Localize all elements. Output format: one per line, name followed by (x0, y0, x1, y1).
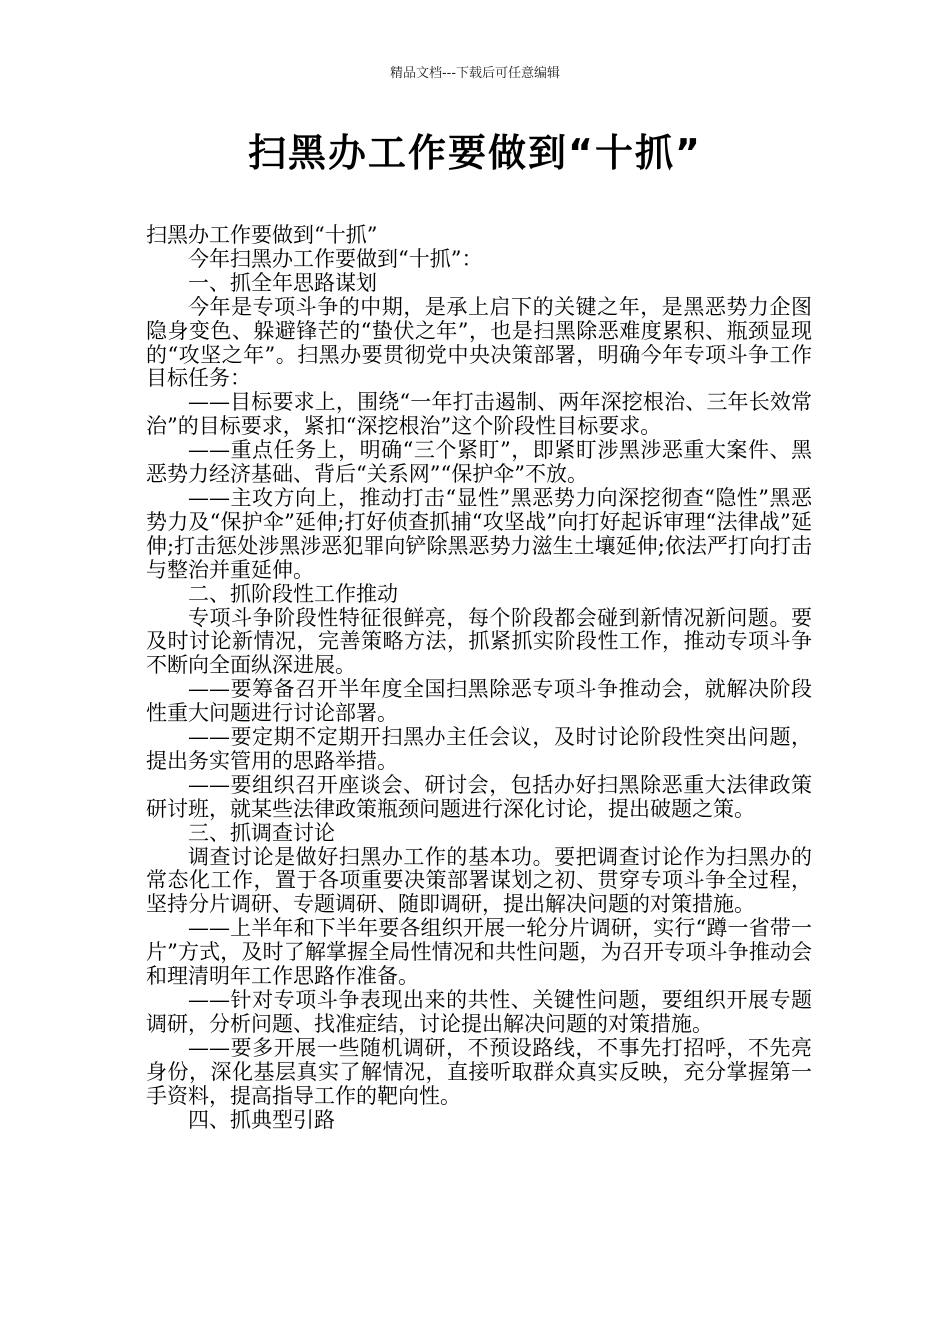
paragraph: 调查讨论是做好扫黑办工作的基本功。要把调查讨论作为扫黑办的常态化工作，置于各项重要决策部署谋划之初、贯穿专项斗争全过程，坚持分片调研、专题调研、随即调研，提出解决问题的对策措施。 (146, 844, 812, 917)
paragraph: ——主攻方向上，推动打击“显性”黑恶势力向深挖彻查“隐性”黑恶势力及“保护伞”延伸;打好侦查抓捕“攻坚战”向打好起诉审理“法律战”延伸;打击惩处涉黑涉恶犯罪向铲除黑恶势力滋生土壤延伸;依法严打向打击与整治并重延伸。 (146, 485, 812, 582)
header-note: 精品文档---下载后可任意编辑 (389, 66, 561, 81)
paragraph: ——上半年和下半年要各组织开展一轮分片调研，实行“蹲一省带一片”方式，及时了解掌握全局性情况和共性问题，为召开专项斗争推动会和理清明年工作思路作准备。 (146, 916, 812, 989)
paragraph: ——要定期不定期开扫黑办主任会议，及时讨论阶段性突出问题，提出务实管用的思路举措。 (146, 725, 812, 773)
paragraph: 四、抓典型引路 (188, 1107, 335, 1132)
paragraph: 今年扫黑办工作要做到“十抓”： (188, 246, 483, 271)
paragraph: 二、抓阶段性工作推动 (188, 581, 398, 606)
paragraph: ——要多开展一些随机调研，不预设路线，不事先打招呼，不先亮身份，深化基层真实了解情况，直接听取群众真实反映，充分掌握第一手资料，提高指导工作的靶向性。 (146, 1035, 812, 1108)
paragraph: ——针对专项斗争表现出来的共性、关键性问题，要组织开展专题调研，分析问题、找准症结，讨论提出解决问题的对策措施。 (146, 988, 812, 1036)
paragraph: ——要筹备召开半年度全国扫黑除恶专项斗争推动会，就解决阶段性重大问题进行讨论部署。 (146, 677, 812, 726)
document-body (146, 224, 812, 1132)
paragraph: 扫黑办工作要做到“十抓” (146, 223, 378, 247)
paragraph: 三、抓调查讨论 (188, 820, 335, 845)
document-title: 扫黑办工作要做到“十抓” (248, 131, 702, 175)
paragraph: ——要组织召开座谈会、研讨会，包括办好扫黑除恶重大法律政策研讨班，就某些法律政策瓶颈问题进行深化讨论，提出破题之策。 (146, 772, 812, 821)
paragraph: 今年是专项斗争的中期，是承上启下的关键之年，是黑恶势力企图隐身变色、躲避锋芒的“蛰伏之年”，也是扫黑除恶难度累积、瓶颈显现的“攻坚之年”。扫黑办要贯彻党中央决策部署，明确今年专项斗争工作目标任务： (146, 294, 812, 391)
paragraph: ——目标要求上，围绕“一年打击遏制、两年深挖根治、三年长效常治”的目标要求，紧扣“深挖根治”这个阶段性目标要求。 (146, 390, 812, 439)
paragraph: 一、抓全年思路谋划 (188, 270, 377, 295)
paragraph: ——重点任务上，明确“三个紧盯”，即紧盯涉黑涉恶重大案件、黑恶势力经济基础、背后“关系网”“保护伞”不放。 (146, 438, 812, 487)
paragraph: 专项斗争阶段性特征很鲜亮，每个阶段都会碰到新情况新问题。要及时讨论新情况，完善策略方法，抓紧抓实阶段性工作，推动专项斗争不断向全面纵深进展。 (146, 605, 812, 678)
